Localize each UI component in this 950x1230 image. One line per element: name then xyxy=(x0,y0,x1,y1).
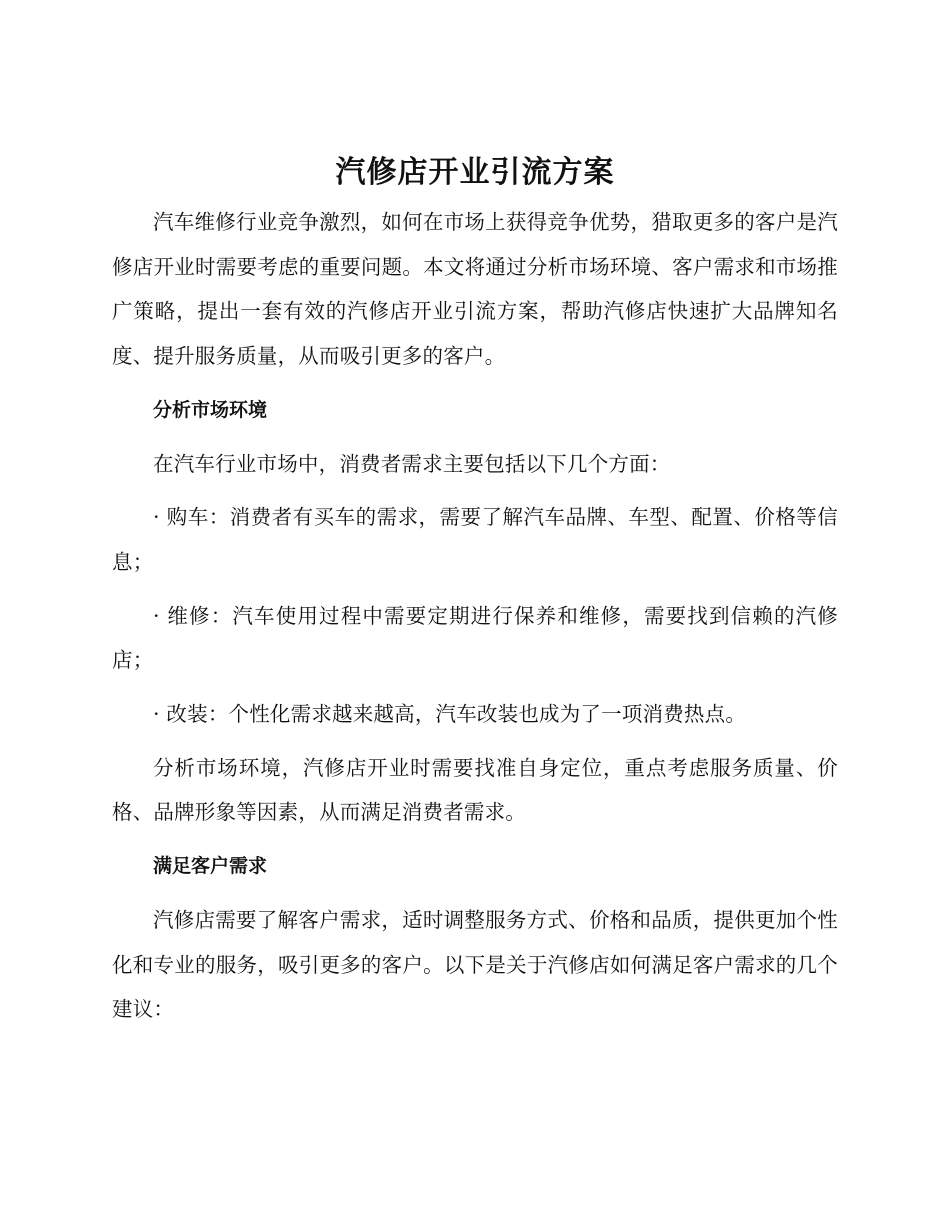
market-lead-paragraph: 在汽车行业市场中，消费者需求主要包括以下几个方面： xyxy=(153,451,671,476)
market-conclusion-paragraph: 分析市场环境，汽修店开业时需要找准自身定位，重点考虑服务质量、价格、品牌形象等因素，从而满足消费者需求。 xyxy=(112,755,838,825)
document-title: 汽修店开业引流方案 xyxy=(335,155,615,190)
bullet-item-purchase: · 购车：消费者有买车的需求，需要了解汽车品牌、车型、配置、价格等信息； xyxy=(112,505,838,574)
section-heading-customer: 满足客户需求 xyxy=(153,855,268,878)
intro-paragraph: 汽车维修行业竞争激烈，如何在市场上获得竞争优势，猎取更多的客户是汽修店开业时需要考虑的重要问题。本文将通过分析市场环境、客户需求和市场推广策略，提出一套有效的汽修店开业引流方案，帮助汽修店快速扩大品牌知名度、提升服务质量，从而吸引更多的客户。 xyxy=(112,210,838,369)
customer-needs-paragraph: 汽修店需要了解客户需求，适时调整服务方式、价格和品质，提供更加个性化和专业的服务，吸引更多的客户。以下是关于汽修店如何满足客户需求的几个建议： xyxy=(112,907,838,1022)
section-heading-market: 分析市场环境 xyxy=(153,398,268,421)
bullet-item-repair: · 维修：汽车使用过程中需要定期进行保养和维修，需要找到信赖的汽修店； xyxy=(112,603,838,673)
bullet-item-modification: · 改装：个性化需求越来越高，汽车改装也成为了一项消费热点。 xyxy=(153,702,747,727)
